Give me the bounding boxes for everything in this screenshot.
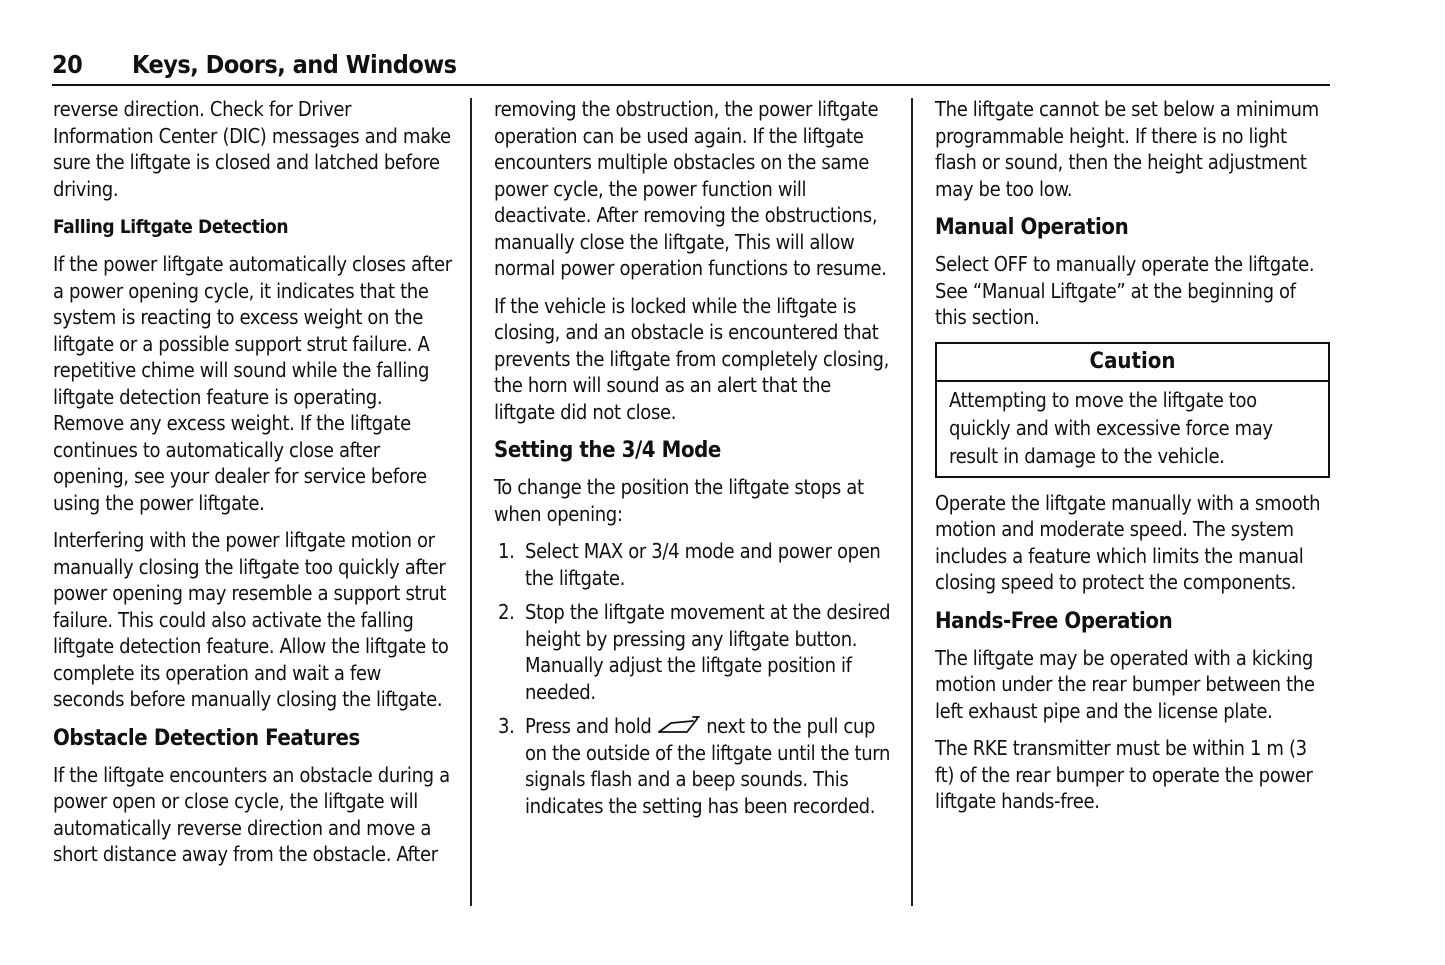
page-number: 20 [52, 50, 83, 79]
caution-text: Attempting to move the liftgate too quickly and with excessive force may result in damage to the vehicle. [949, 387, 1273, 468]
paragraph: Interfering with the power liftgate motion or manually closing the liftgate too quickly after power opening may resemble a support strut failure. This could also activate the falling liftgate detection feature. Allow the liftgate to complete its operation and wait a few seconds before manually closing the liftgate. [53, 528, 449, 711]
list-item [494, 599, 894, 705]
paragraph: The RKE transmitter must be within 1 m (3 ft) of the rear bumper to operate the power liftgate hands-free. [935, 736, 1313, 813]
paragraph: reverse direction. Check for Driver Information Center (DIC) messages and make sure the liftgate is closed and latched before driving. [53, 97, 451, 201]
step-number: 1. [498, 539, 515, 563]
column-divider [911, 98, 913, 906]
list-item [494, 713, 894, 819]
setting-mode-heading: Setting the 3/4 Mode [494, 438, 721, 463]
paragraph: To change the position the liftgate stops at when opening: [494, 475, 864, 526]
step-number: 3. [498, 714, 515, 738]
step-text: Press and hold [525, 714, 652, 738]
manual-operation-heading: Manual Operation [935, 215, 1129, 240]
column-1 [53, 96, 453, 879]
paragraph: If the liftgate encounters an obstacle during a power open or close cycle, the liftgate will automatically reverse direction and move a short distance away from the obstacle. After [53, 762, 450, 866]
step-number: 2. [498, 600, 515, 624]
caution-box [935, 342, 1330, 478]
obstacle-detection-heading: Obstacle Detection Features [53, 725, 360, 751]
section-title: Keys, Doors, and Windows [132, 50, 457, 79]
step-text: Select MAX or 3/4 mode and power open the liftgate. [525, 539, 881, 590]
step-text: Stop the liftgate movement at the desired height by pressing any liftgate button. Manually adjust the liftgate position if needed. [525, 600, 891, 704]
falling-liftgate-heading: Falling Liftgate Detection [53, 216, 289, 238]
paragraph: If the vehicle is locked while the liftgate is closing, and an obstacle is encountered that prevents the liftgate from completely closing, the horn will sound as an alert that the liftgate did not close. [494, 293, 889, 424]
paragraph: The liftgate may be operated with a kicking motion under the rear bumper between the left exhaust pipe and the license plate. [935, 645, 1315, 723]
hands-free-heading: Hands-Free Operation [935, 608, 1173, 634]
steps-list [494, 538, 894, 819]
paragraph: Select OFF to manually operate the liftgate. See “Manual Liftgate” at the beginning of this section. [935, 252, 1315, 329]
paragraph: The liftgate cannot be set below a minimum programmable height. If there is no light flash or sound, then the height adjustment may be too low. [935, 97, 1319, 201]
column-2 [494, 96, 894, 827]
list-item [494, 538, 894, 591]
paragraph: removing the obstruction, the power liftgate operation can be used again. If the liftgate encounters multiple obstacles on the same power cycle, the power function will deactivate. After removing the obstructions, manually close the liftgate, This will allow normal power operation functions to resume. [494, 97, 887, 280]
page-header [52, 50, 1330, 86]
liftgate-button-icon [657, 715, 701, 735]
column-divider [470, 98, 472, 906]
column-3 [935, 96, 1330, 826]
paragraph: If the power liftgate automatically closes after a power opening cycle, it indicates that the system is reacting to excess weight on the liftgate or a possible support strut failure. A repetitive chime will sound while the falling liftgate detection feature is operating. Remove any excess weight. If the liftgate continues to automatically close after opening, see your dealer for service before using the power liftgate. [53, 252, 452, 515]
caution-heading: Caution [937, 344, 1328, 382]
paragraph: Operate the liftgate manually with a smooth motion and moderate speed. The system includes a feature which limits the manual closing speed to protect the components. [935, 490, 1321, 594]
step-text: next to the pull cup on the outside of the liftgate until the turn signals flash and a beep sounds. This indicates the setting has been recorded. [525, 714, 891, 818]
